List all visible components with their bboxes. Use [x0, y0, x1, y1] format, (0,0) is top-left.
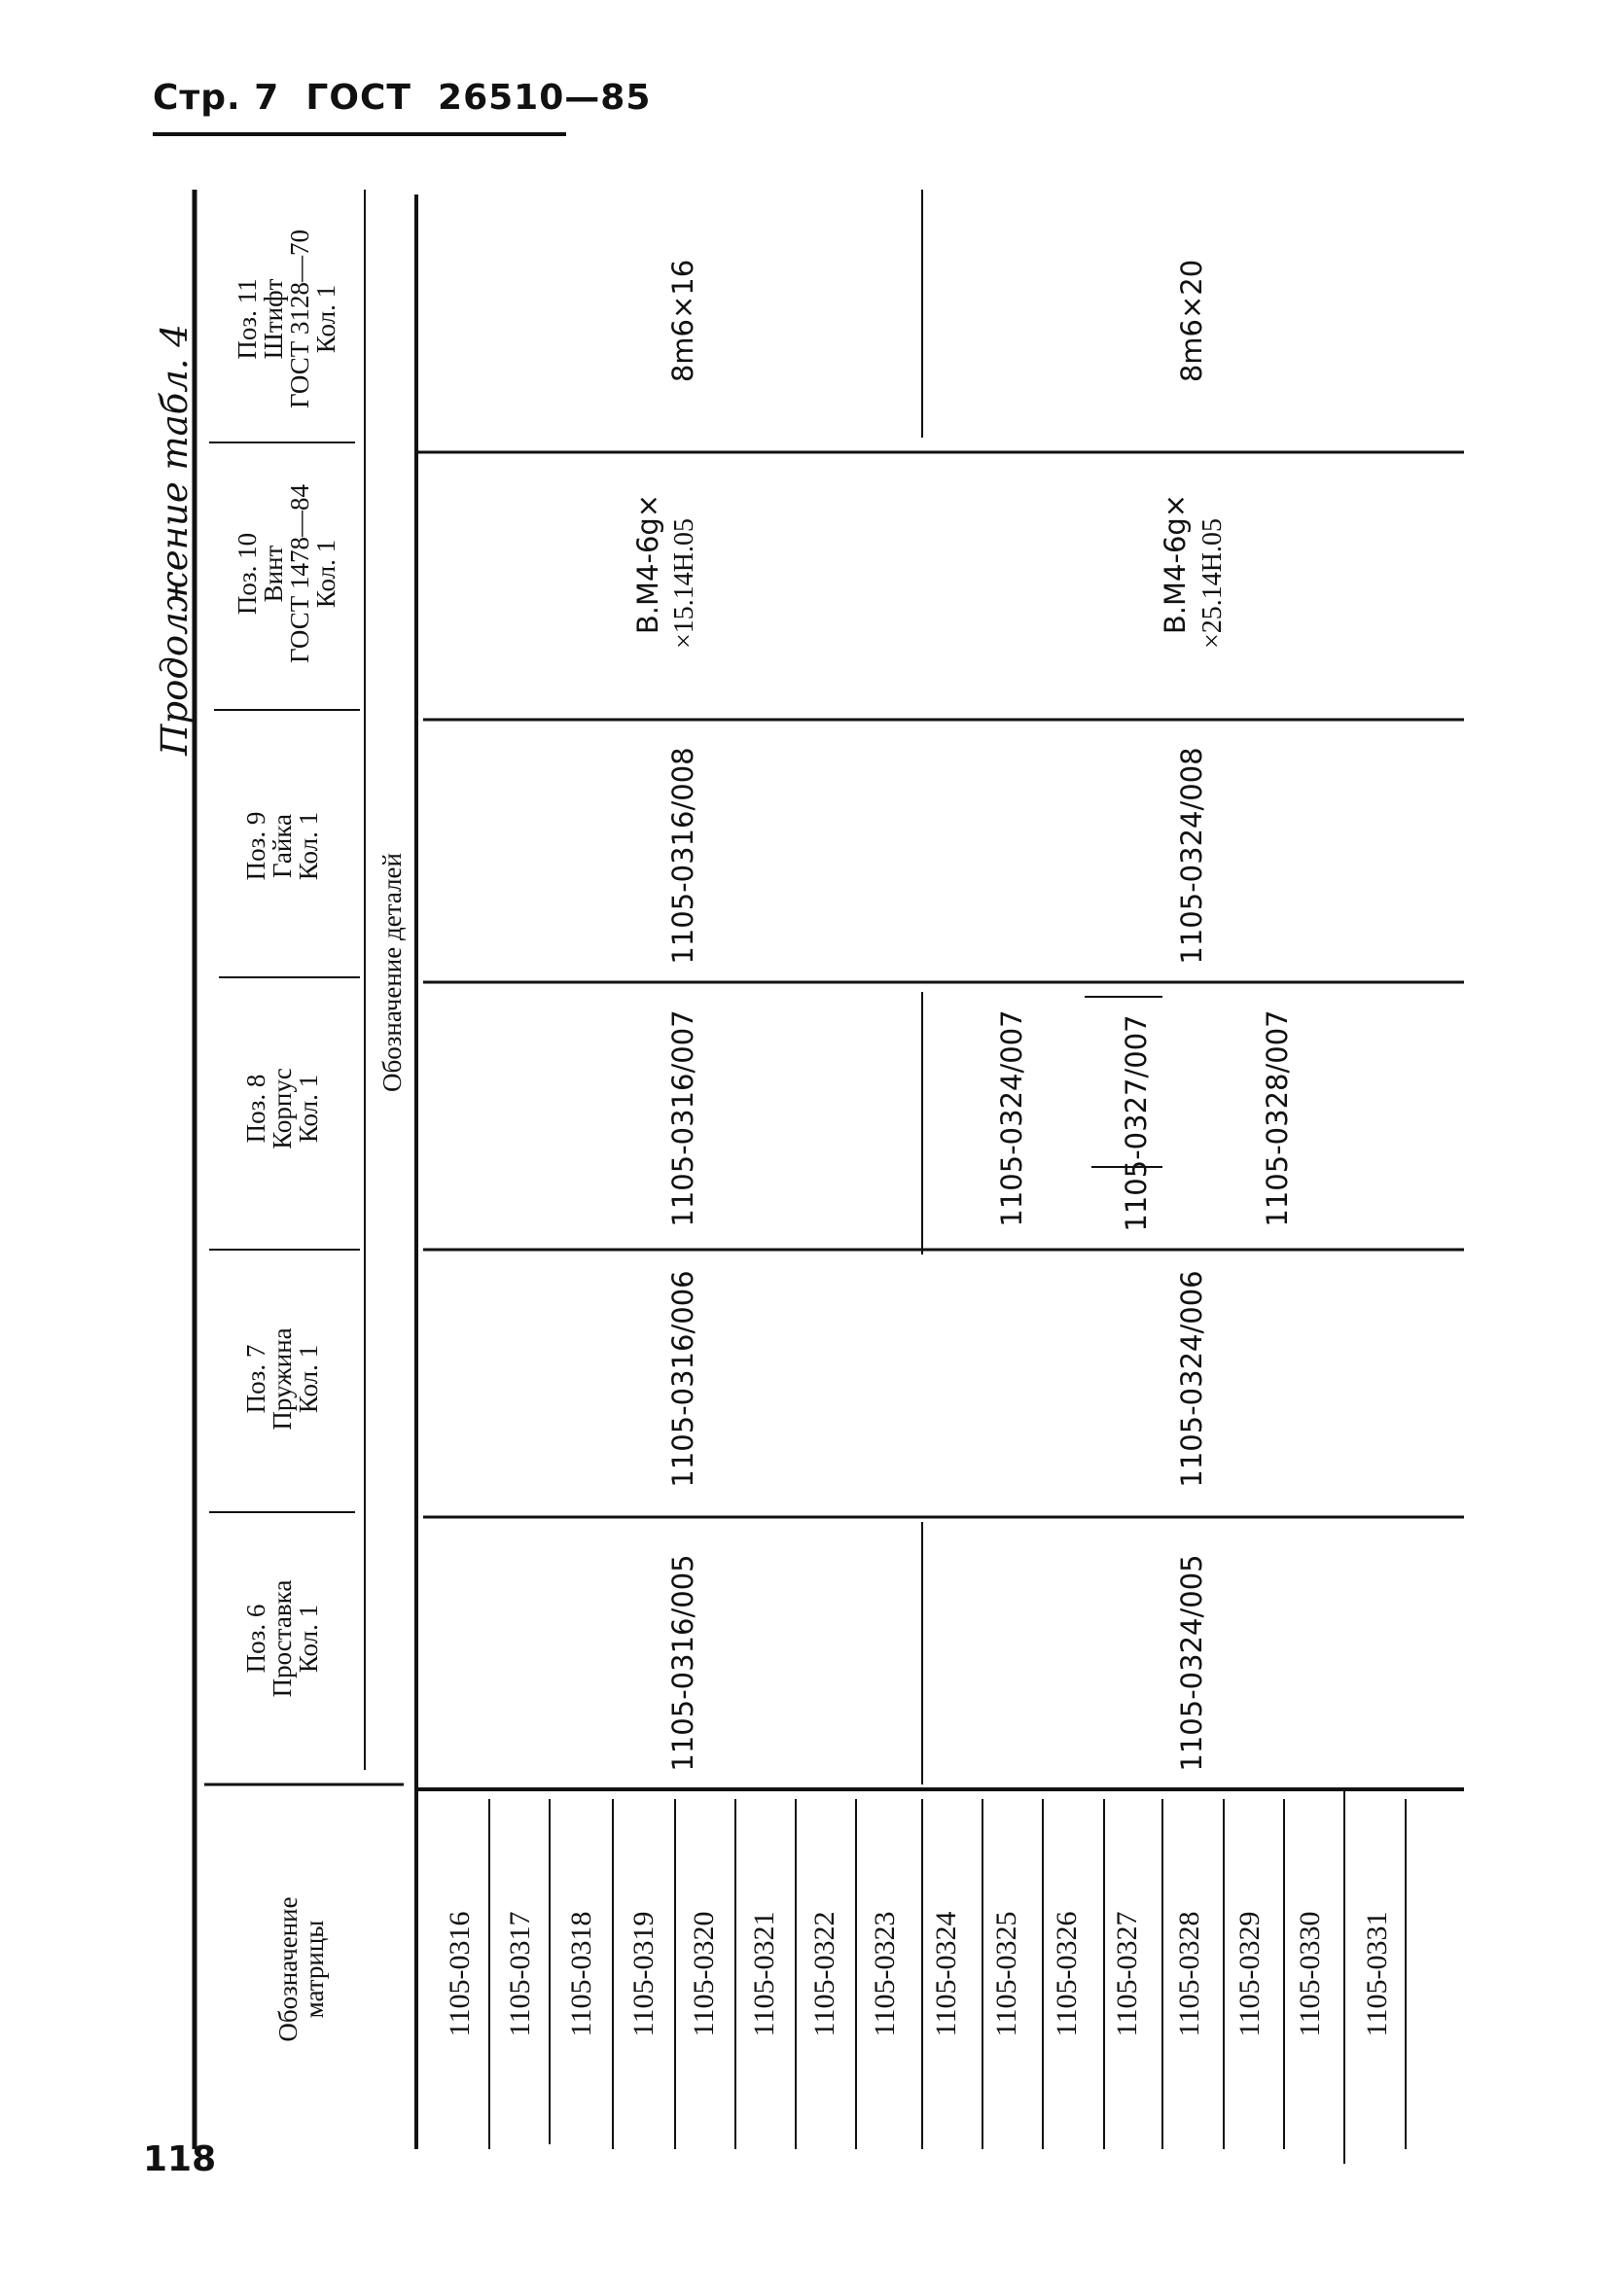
poz8-value-b: 1105-0324/007 [995, 1009, 1028, 1227]
poz7-value-b: 1105-0324/006 [1175, 1270, 1208, 1488]
table-caption: Продолжение табл. 4 [154, 324, 196, 756]
poz8-value-c: 1105-0327/007 [1120, 1014, 1153, 1232]
header-poz7 [241, 1327, 323, 1430]
matrix-cell: 1105-0330 [1294, 1911, 1326, 2037]
svg-text:Поз. 11: Поз. 11 [232, 278, 262, 360]
svg-text:ГОСТ 1478—84: ГОСТ 1478—84 [285, 483, 314, 664]
group-header [377, 853, 407, 1092]
svg-text:Кол. 1: Кол. 1 [311, 284, 340, 354]
svg-text:Поз. 8: Поз. 8 [241, 1074, 270, 1144]
svg-text:Винт: Винт [259, 545, 288, 603]
poz10-value-a-line1: В.М4-6g× [631, 493, 664, 635]
header-poz9 [241, 812, 323, 881]
poz10-value-b-line2: ×25.14Н.05 [1197, 517, 1228, 650]
poz6-value-a: 1105-0316/005 [666, 1554, 699, 1772]
matrix-cell: 1105-0327 [1111, 1911, 1143, 2037]
poz10-value-a-line2: ×15.14Н.05 [669, 517, 699, 650]
poz8-value-d: 1105-0328/007 [1261, 1009, 1294, 1227]
poz10-values [631, 494, 1228, 649]
poz11-value-a: 8m6×16 [666, 259, 699, 383]
poz11-value-b: 8m6×20 [1175, 259, 1208, 383]
svg-text:Кол. 1: Кол. 1 [294, 1074, 323, 1144]
svg-text:Кол. 1: Кол. 1 [294, 1604, 323, 1674]
svg-text:Штифт: Штифт [259, 278, 288, 360]
poz7-value-a: 1105-0316/006 [666, 1270, 699, 1488]
poz9-value-a: 1105-0316/008 [666, 747, 699, 965]
svg-text:Проставка: Проставка [268, 1579, 297, 1698]
poz6-value-b: 1105-0324/005 [1175, 1554, 1208, 1772]
page-label: Стр. [153, 78, 241, 118]
header-poz6 [241, 1580, 323, 1698]
matrix-cell: 1105-0329 [1233, 1911, 1266, 2037]
header-matrix-line2: матрицы [300, 1920, 329, 2019]
standard-number: 26510—85 [438, 78, 652, 118]
svg-text:Кол. 1: Кол. 1 [311, 539, 340, 609]
svg-text:Поз. 10: Поз. 10 [232, 532, 262, 616]
matrix-cell: 1105-0322 [808, 1911, 840, 2037]
matrix-cell: 1105-0326 [1051, 1911, 1083, 2037]
svg-text:Поз. 9: Поз. 9 [241, 811, 270, 881]
poz9-value-b: 1105-0324/008 [1175, 747, 1208, 965]
matrix-cell: 1105-0321 [748, 1911, 780, 2037]
svg-text:Кол. 1: Кол. 1 [294, 1344, 323, 1414]
header-poz8 [241, 1068, 323, 1149]
svg-text:Пружина: Пружина [268, 1327, 297, 1431]
group-header-text: Обозначение деталей [377, 853, 407, 1092]
poz8-values [666, 1009, 1294, 1231]
matrix-cell: 1105-0325 [990, 1911, 1022, 2037]
matrix-cell: 1105-0324 [930, 1911, 962, 2037]
header-poz11 [232, 230, 340, 408]
svg-text:Корпус: Корпус [268, 1068, 297, 1149]
matrix-cell: 1105-0320 [688, 1911, 720, 2037]
matrix-cell: 1105-0323 [869, 1911, 901, 2037]
header-poz10 [232, 483, 340, 663]
poz10-value-b-line1: В.М4-6g× [1159, 493, 1192, 635]
page-number: 118 [143, 2139, 217, 2179]
page-no: 7 [254, 78, 280, 118]
matrix-list [444, 1912, 1393, 2037]
poz6-values [666, 1554, 1208, 1771]
svg-text:ГОСТ 3128—70: ГОСТ 3128—70 [285, 229, 314, 409]
matrix-cell: 1105-0318 [565, 1911, 597, 2037]
standard-label: ГОСТ [305, 78, 411, 118]
svg-text:Гайка: Гайка [268, 813, 297, 879]
poz7-values [666, 1270, 1208, 1487]
poz11-values [666, 260, 1208, 382]
header-matrix-line1: Обозначение [273, 1896, 303, 2042]
svg-text:Кол. 1: Кол. 1 [294, 811, 323, 881]
matrix-cell: 1105-0319 [627, 1911, 660, 2037]
poz8-value-a: 1105-0316/007 [666, 1009, 699, 1227]
poz9-values [666, 747, 1208, 964]
matrix-cell: 1105-0316 [444, 1911, 476, 2037]
header-matrix [273, 1896, 329, 2041]
svg-text:Поз. 6: Поз. 6 [241, 1604, 270, 1674]
matrix-cell: 1105-0317 [504, 1911, 536, 2037]
svg-text:Поз. 7: Поз. 7 [241, 1344, 270, 1414]
matrix-cell: 1105-0328 [1173, 1911, 1205, 2037]
matrix-cell: 1105-0331 [1361, 1911, 1393, 2037]
